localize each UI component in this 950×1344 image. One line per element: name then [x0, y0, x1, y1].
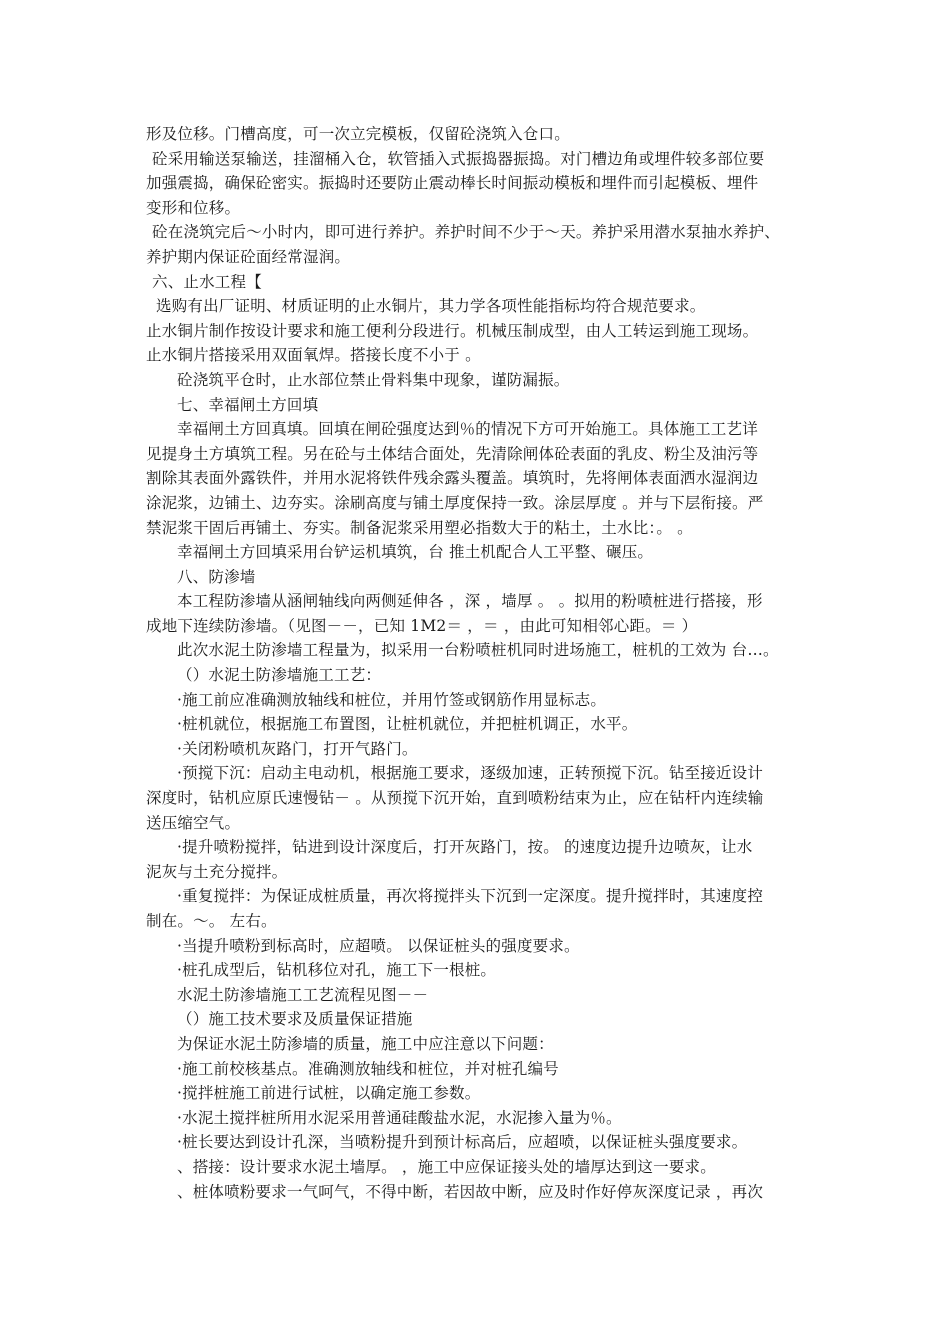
text-line: 砼采用输送泵输送，挂溜桶入仓，软管插入式振捣器振捣。对门槽边角或埋件较多部位要: [152, 149, 765, 168]
text-line: 送压缩空气。: [146, 813, 241, 832]
text-line: ·桩长要达到设计孔深，当喷粉提升到预计标高后，应超喷，以保证桩头强度要求。: [177, 1133, 748, 1152]
text-line: 养护期内保证砼面经常湿润。: [146, 247, 351, 266]
document-body: [146, 122, 810, 1204]
text-line: 砼浇筑平仓时，止水部位禁止骨料集中现象，谨防漏振。: [177, 370, 570, 389]
text-line: ·重复搅拌：为保证成桩质量，再次将搅拌头下沉到一定深度。提升搅拌时，其速度控: [177, 887, 764, 906]
text-line: 八、防渗墙: [177, 567, 256, 586]
text-line: 止水铜片搭接采用双面氧焊。搭接长度不小于 。: [146, 346, 481, 365]
text-line: 涂泥浆，边铺土、边夯实。涂刷高度与铺土厚度保持一致。涂层厚度 。并与下层衔接。严: [146, 493, 764, 512]
text-line: 泥灰与土充分搅拌。: [146, 862, 288, 881]
text-line: 选购有出厂证明、材质证明的止水铜片，其力学各项性能指标均符合规范要求。: [156, 297, 706, 316]
text-line: 、桩体喷粉要求一气呵气，不得中断，若因故中断，应及时作好停灰深度记录 ，再次: [177, 1182, 764, 1201]
text-line: ·预搅下沉：启动主电动机，根据施工要求，逐级加速，正转预搅下沉。钻至接近设计: [177, 764, 764, 783]
text-line: 止水铜片制作按设计要求和施工便利分段进行。机械压制成型，由人工转运到施工现场。: [146, 321, 759, 340]
text-line: ·桩孔成型后，钻机移位对孔，施工下一根桩。: [177, 961, 497, 980]
text-line: 幸福闸土方回真填。回填在闸砼强度达到％的情况下方可开始施工。具体施工工艺详: [177, 420, 758, 439]
text-line: ·关闭粉喷机灰路门，打开气路门。: [177, 739, 418, 758]
text-line: 深度时，钻机应原氏速慢钻－ 。从预搅下沉开始，直到喷粉结束为止，应在钻杆内连续输: [146, 789, 764, 808]
text-line: ·搅拌桩施工前进行试桩，以确定施工参数。: [177, 1084, 481, 1103]
text-line: （）施工技术要求及质量保证措施: [177, 1010, 413, 1029]
text-line: 制在。～。 左右。: [146, 912, 277, 930]
text-line: （）水泥土防渗墙施工工艺：: [177, 666, 382, 685]
text-line: ·提升喷粉搅拌，钻进到设计深度后，打开灰路门，按。 的速度边提升边喷灰，让水: [177, 838, 753, 857]
text-line: 七、幸福闸土方回填: [177, 395, 319, 414]
text-line: 本工程防渗墙从涵闸轴线向两侧延伸各 ，深 ，墙厚 。 。拟用的粉喷桩进行搭接，形: [177, 592, 763, 611]
text-line: ·当提升喷粉到标高时，应超喷。 以保证桩头的强度要求。: [177, 936, 580, 955]
text-line: 幸福闸土方回填采用台铲运机填筑，台 推土机配合人工平整、碾压。: [177, 543, 654, 562]
text-line: 六、止水工程【: [152, 272, 262, 291]
text-line: 、搭接：设计要求水泥土墙厚。 ，施工中应保证接头处的墙厚达到这一要求。: [177, 1157, 716, 1176]
text-line: 形及位移。门槽高度，可一次立完模板，仅留砼浇筑入仓口。: [146, 125, 570, 143]
text-line: ·施工前应准确测放轴线和桩位，并用竹签或钢筋作用显标志。: [177, 690, 607, 709]
text-line: 加强震捣，确保砼密实。振捣时还要防止震动棒长时间振动模板和埋件而引起模板、埋件: [146, 174, 759, 193]
text-line: 水泥土防渗墙施工工艺流程见图－－: [177, 985, 429, 1004]
text-line: 为保证水泥土防渗墙的质量，施工中应注意以下问题：: [177, 1034, 554, 1053]
text-line: 变形和位移。: [146, 198, 241, 217]
text-line: 禁泥浆干固后再铺土、夯实。制备泥浆采用塑必指数大于的粘土，土水比：。 。: [146, 518, 693, 537]
text-line: 此次水泥土防渗墙工程量为，拟采用一台粉喷桩机同时进场施工，桩机的工效为 台…。: [177, 641, 779, 660]
text-line: 见提身土方填筑工程。另在砼与土体结合面处，先清除闸体砼表面的乳皮、粉尘及油污等: [146, 444, 759, 463]
text-line: ·水泥土搅拌桩所用水泥采用普通硅酸盐水泥，水泥掺入量为％。: [177, 1108, 622, 1127]
text-line: 砼在浇筑完后～小时内，即可进行养护。养护时间不少于～天。养护采用潜水泵抽水养护、: [152, 223, 781, 242]
text-line: 割除其表面外露铁件，并用水泥将铁件残余露头覆盖。填筑时，先将闸体表面洒水湿润边: [146, 469, 759, 488]
text-line: 成地下连续防渗墙。（见图－－，已知 1M2＝ ，＝ ，由此可知相邻心距。＝ ）: [146, 616, 698, 635]
text-line: ·桩机就位，根据施工布置图，让桩机就位，并把桩机调正，水平。: [177, 715, 638, 734]
text-line: ·施工前校核基点。准确测放轴线和桩位，并对桩孔编号: [177, 1059, 559, 1078]
